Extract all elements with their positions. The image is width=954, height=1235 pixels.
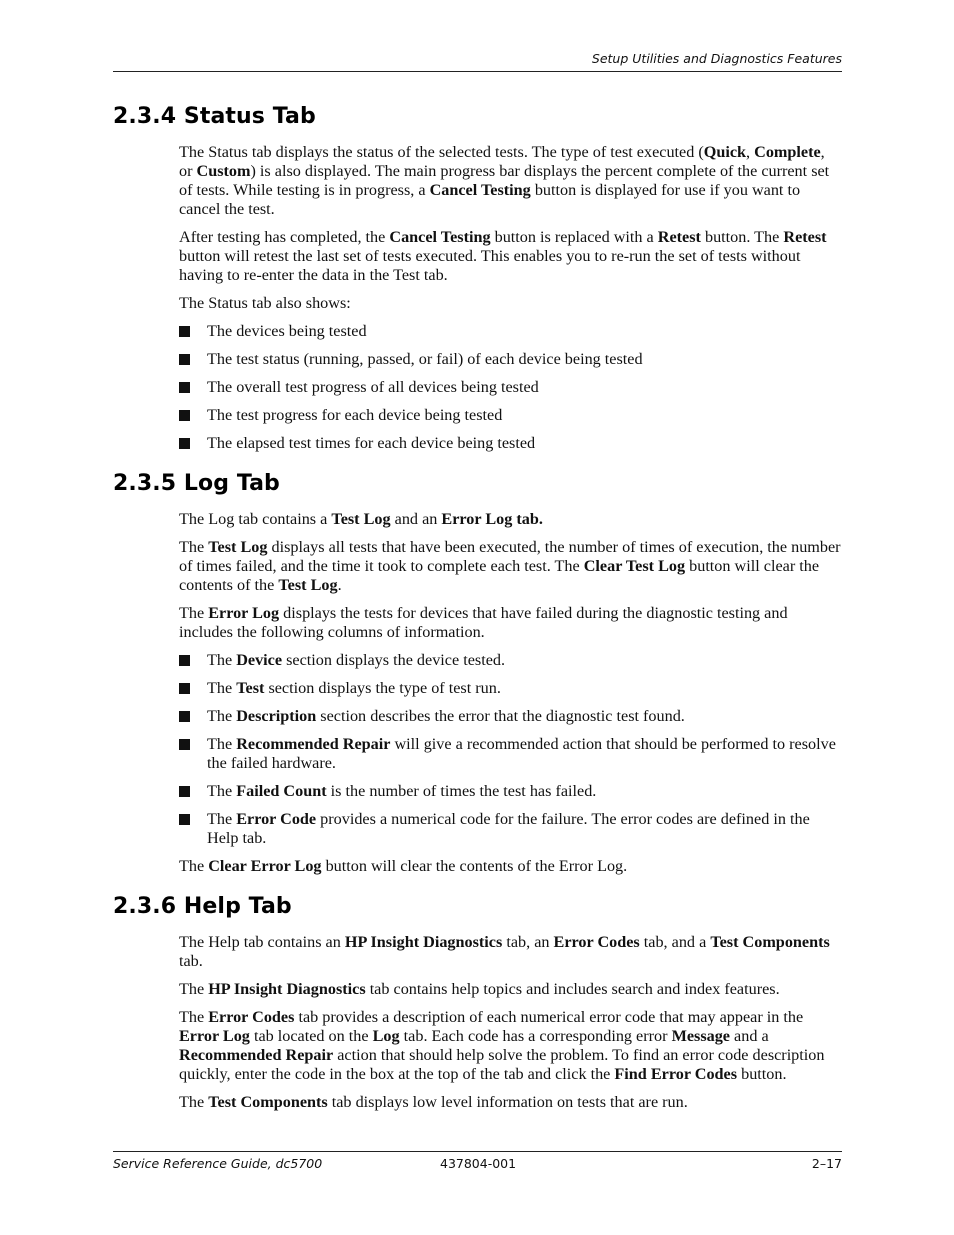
text-run: The bbox=[179, 604, 209, 622]
bold-term: Complete bbox=[754, 143, 821, 161]
text-run: provides a numerical code for the failure. The error codes are defined in the Help tab. bbox=[207, 810, 810, 847]
text-run: The elapsed test times for each device being tested bbox=[207, 434, 536, 452]
text-run: The bbox=[179, 857, 209, 875]
text-run: The bbox=[179, 980, 209, 998]
bold-term: Test Log bbox=[208, 538, 268, 556]
paragraph bbox=[179, 604, 842, 642]
header-rule bbox=[113, 71, 842, 72]
text-run: The bbox=[207, 679, 237, 697]
text-run: tab provides a description of each numerical error code that may appear in the bbox=[294, 1008, 804, 1026]
text-run: tab displays low level information on tests that are run. bbox=[327, 1093, 688, 1111]
bold-term: Cancel Testing bbox=[389, 228, 491, 246]
section-body bbox=[179, 510, 842, 876]
section-body bbox=[179, 933, 842, 1112]
text-run: action that should help solve the problem. To find an error code description quickly, enter the code in the box at the top of the tab and click the bbox=[179, 1046, 825, 1083]
log-tab-section bbox=[113, 471, 842, 876]
square-bullet-icon bbox=[179, 438, 190, 449]
section-body bbox=[179, 143, 842, 453]
text-run: is the number of times the test has failed. bbox=[326, 782, 597, 800]
text-run: The bbox=[179, 538, 209, 556]
bold-term: Retest bbox=[783, 228, 827, 246]
paragraph bbox=[179, 538, 842, 595]
bold-term: Cancel Testing bbox=[429, 181, 531, 199]
bold-term: Test bbox=[236, 679, 265, 697]
list-item bbox=[179, 679, 842, 698]
paragraph bbox=[179, 1008, 842, 1084]
footer-rule bbox=[113, 1151, 842, 1152]
text-run: button is replaced with a bbox=[490, 228, 658, 246]
bold-term: Find Error Codes bbox=[614, 1065, 738, 1083]
text-run: The bbox=[207, 707, 237, 725]
text-run: tab contains help topics and includes search and index features. bbox=[365, 980, 780, 998]
text-run: displays all tests that have been executed, the number of times of execution, the number of times failed, and the time it took to complete each test. The bbox=[179, 538, 841, 575]
list-item bbox=[179, 350, 842, 369]
square-bullet-icon bbox=[179, 786, 190, 797]
page-number: 2–17 bbox=[811, 1156, 842, 1171]
text-run: , or bbox=[179, 143, 825, 180]
text-run: button will clear the contents of the Error Log. bbox=[321, 857, 628, 875]
text-run: and a bbox=[730, 1027, 769, 1045]
part-number: 437804-001 bbox=[440, 1156, 517, 1171]
paragraph bbox=[179, 510, 842, 529]
text-run: The bbox=[179, 1093, 209, 1111]
square-bullet-icon bbox=[179, 739, 190, 750]
list-item bbox=[179, 735, 842, 773]
text-run: The Help tab contains an bbox=[179, 933, 345, 951]
bold-term: Clear Error Log bbox=[208, 857, 322, 875]
text-run: tab located on the bbox=[249, 1027, 373, 1045]
paragraph: The Status tab also shows: bbox=[179, 294, 351, 312]
bold-term: Custom bbox=[196, 162, 251, 180]
bold-term: Device bbox=[236, 651, 283, 669]
bullet-list bbox=[179, 651, 842, 848]
list-item bbox=[179, 810, 842, 848]
text-run: section describes the error that the diagnostic test found. bbox=[316, 707, 685, 725]
text-run: The bbox=[207, 735, 237, 753]
bold-term: Failed Count bbox=[236, 782, 327, 800]
list-item bbox=[179, 782, 842, 801]
section-heading: 2.3.5 Log Tab bbox=[113, 471, 280, 496]
text-run: ) is also displayed. The main progress bar displays the percent complete of the current set of tests. While testing is in progress, a bbox=[179, 162, 830, 199]
list-item bbox=[179, 322, 842, 341]
bold-term: Description bbox=[236, 707, 317, 725]
square-bullet-icon bbox=[179, 354, 190, 365]
bold-term: Test Log bbox=[331, 510, 391, 528]
text-run: section displays the device tested. bbox=[282, 651, 506, 669]
running-header: Setup Utilities and Diagnostics Features bbox=[591, 51, 842, 66]
bold-term: Error Log bbox=[179, 1027, 250, 1045]
bullet-list bbox=[179, 322, 842, 453]
bold-term: Message bbox=[671, 1027, 730, 1045]
bold-term: Log bbox=[372, 1027, 400, 1045]
text-run: The overall test progress of all devices being tested bbox=[207, 378, 539, 396]
square-bullet-icon bbox=[179, 655, 190, 666]
text-run: After testing has completed, the bbox=[179, 228, 390, 246]
bold-term: Error Log tab. bbox=[441, 510, 543, 528]
text-run: button will retest the last set of tests executed. This enables you to re-run the set of tests without having to re-enter the data in the Test tab. bbox=[179, 247, 801, 284]
text-run: displays the tests for devices that have failed during the diagnostic testing and includes the following columns of information. bbox=[179, 604, 788, 641]
square-bullet-icon bbox=[179, 814, 190, 825]
square-bullet-icon bbox=[179, 382, 190, 393]
text-run: and an bbox=[390, 510, 442, 528]
section-heading: 2.3.4 Status Tab bbox=[113, 104, 316, 129]
text-run: tab, and a bbox=[639, 933, 711, 951]
bold-term: Recommended Repair bbox=[179, 1046, 334, 1064]
paragraph bbox=[179, 1093, 842, 1112]
text-run: button is displayed for use if you want to cancel the test. bbox=[179, 181, 801, 218]
text-run: tab, an bbox=[502, 933, 554, 951]
square-bullet-icon bbox=[179, 326, 190, 337]
bold-term: Test Log bbox=[278, 576, 338, 594]
text-run: The test progress for each device being tested bbox=[207, 406, 503, 424]
text-run: tab. Each code has a corresponding error bbox=[399, 1027, 672, 1045]
bold-term: Error Code bbox=[236, 810, 317, 828]
bold-term: Clear Test Log bbox=[583, 557, 686, 575]
text-run: The bbox=[179, 1008, 209, 1026]
square-bullet-icon bbox=[179, 683, 190, 694]
text-run: tab. bbox=[179, 952, 203, 970]
text-run: , bbox=[746, 143, 755, 161]
bold-term: Test Components bbox=[208, 1093, 328, 1111]
square-bullet-icon bbox=[179, 711, 190, 722]
bold-term: Quick bbox=[703, 143, 747, 161]
paragraph bbox=[179, 228, 842, 285]
list-item bbox=[179, 406, 842, 425]
list-item bbox=[179, 707, 842, 726]
bold-term: HP Insight Diagnostics bbox=[208, 980, 366, 998]
section-heading: 2.3.6 Help Tab bbox=[113, 894, 292, 919]
square-bullet-icon bbox=[179, 410, 190, 421]
paragraph bbox=[179, 933, 842, 971]
bold-term: Test Components bbox=[710, 933, 830, 951]
guide-title: Service Reference Guide, dc5700 bbox=[113, 1156, 323, 1171]
text-run: button. bbox=[737, 1065, 787, 1083]
text-run: The bbox=[207, 651, 237, 669]
text-run: The devices being tested bbox=[207, 322, 367, 340]
paragraph bbox=[179, 980, 842, 999]
bold-term: HP Insight Diagnostics bbox=[344, 933, 503, 951]
text-run: button will clear the contents of the bbox=[179, 557, 820, 594]
help-tab-section bbox=[113, 894, 842, 1112]
text-run: The Log tab contains a bbox=[179, 510, 332, 528]
bold-term: Error Codes bbox=[208, 1008, 295, 1026]
list-item bbox=[179, 651, 842, 670]
text-run: . bbox=[337, 576, 342, 594]
text-run: The bbox=[207, 810, 237, 828]
list-item bbox=[179, 434, 842, 453]
text-run: The bbox=[207, 782, 237, 800]
list-item bbox=[179, 378, 842, 397]
page-content bbox=[113, 104, 842, 1130]
bold-term: Retest bbox=[657, 228, 701, 246]
text-run: section displays the type of test run. bbox=[264, 679, 501, 697]
text-run: will give a recommended action that should be performed to resolve the failed hardware. bbox=[207, 735, 836, 772]
text-run: The Status tab displays the status of the selected tests. The type of test executed ( bbox=[179, 143, 704, 161]
text-run: The test status (running, passed, or fail) of each device being tested bbox=[207, 350, 643, 368]
status-tab-section bbox=[113, 104, 842, 453]
text-run: button. The bbox=[700, 228, 784, 246]
paragraph bbox=[179, 143, 842, 219]
bold-term: Error Codes bbox=[553, 933, 640, 951]
bold-term: Recommended Repair bbox=[236, 735, 391, 753]
bold-term: Error Log bbox=[208, 604, 280, 622]
paragraph bbox=[179, 857, 842, 876]
